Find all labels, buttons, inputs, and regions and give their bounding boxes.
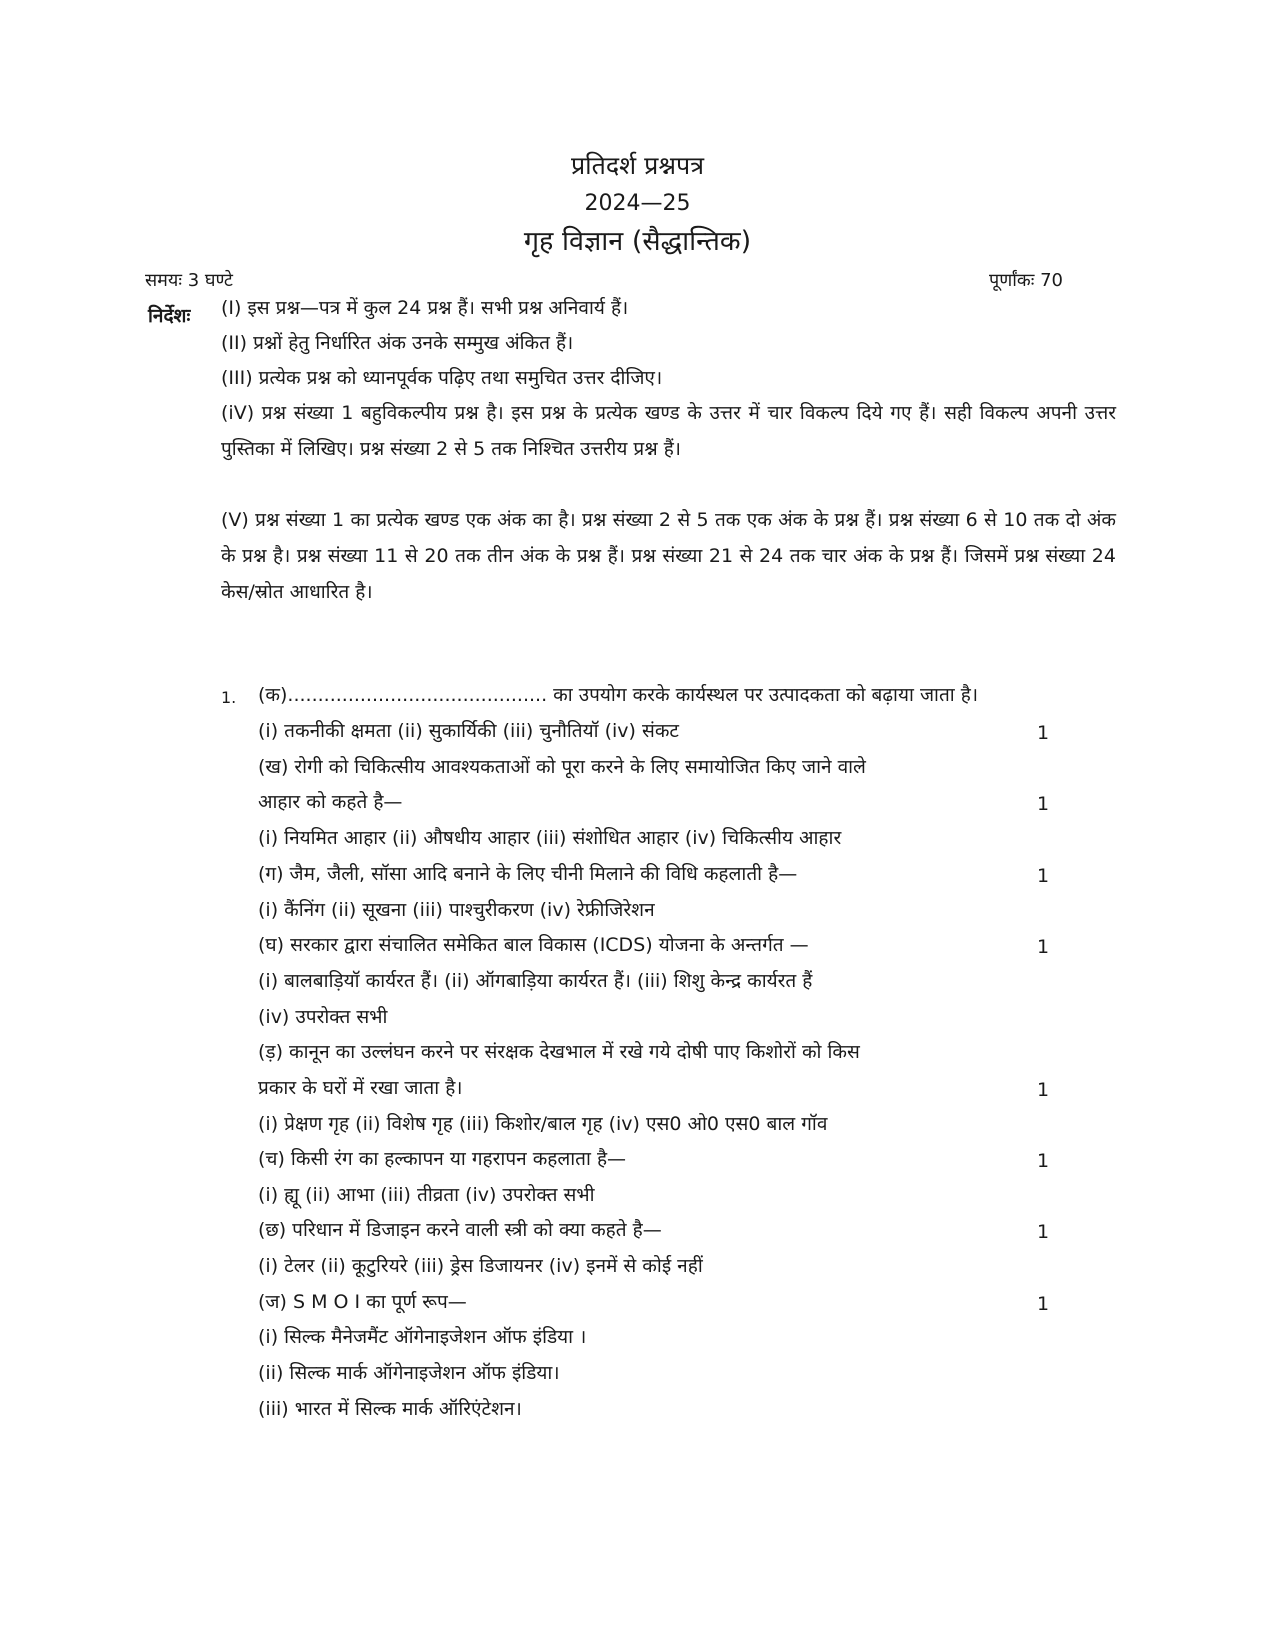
instructions-label: निर्देशः <box>148 305 191 327</box>
max-marks: पूर्णांकः 70 <box>989 270 1063 291</box>
time-allowed: समयः 3 घण्टे <box>145 270 233 291</box>
question-number: 1. <box>221 688 237 707</box>
paper-year: 2024—25 <box>584 191 691 216</box>
paper-subject: गृह विज्ञान (सैद्धान्तिक) <box>523 226 752 257</box>
q1-ga-options: (i) कैंनिंग (ii) सूखना (iii) पाश्चुरीकरण (iv) रेफ्रीजिरेशन <box>258 899 655 921</box>
q1-gha-mark: 1 <box>1037 936 1050 958</box>
q1-ja-option-3: (iii) भारत में सिल्क मार्क ऑरिएंटेशन। <box>258 1398 522 1420</box>
q1-ka-mark: 1 <box>1037 722 1050 744</box>
q1-ja-text: (ज) S M O I का पूर्ण रूप— <box>258 1291 467 1313</box>
q1-nga-mark: 1 <box>1037 1079 1050 1101</box>
q1-chha-text: (छ) परिधान में डिजाइन करने वाली स्त्री को क्या कहते है— <box>258 1219 662 1241</box>
q1-ga-text: (ग) जैम, जैली, सॉसा आदि बनाने के लिए चीनी मिलाने की विधि कहलाती है— <box>258 863 798 885</box>
q1-cha-options: (i) ह्यू (ii) आभा (iii) तीव्रता (iv) उपरोक्त सभी <box>258 1184 595 1206</box>
q1-gha-options-1: (i) बालबाड़ियॉ कार्यरत हैं। (ii) ऑगबाड़िया कार्यरत हैं। (iii) शिशु केन्द्र कार्यरत हैं <box>258 970 813 992</box>
q1-nga-text-1: (ड़) कानून का उल्लंघन करने पर संरक्षक देखभाल में रखे गये दोषी पाए किशोरों को किस <box>258 1041 860 1063</box>
instruction-4: (iV) प्रश्न संख्या 1 बहुविकल्पीय प्रश्न है। इस प्रश्न के प्रत्येक खण्ड के उत्तर में चार विकल्प दिये गए हैं। सही विकल्प अपनी उत्तर पुस्तिका में लिखिए। प्रश्न संख्या 2 से 5 तक निश्चित उत्तरीय प्रश्न हैं। <box>221 402 1116 460</box>
instruction-2: (II) प्रश्नों हेतु निर्धारित अंक उनके सम्मुख अंकित हैं। <box>221 332 574 354</box>
q1-kha-mark: 1 <box>1037 793 1050 815</box>
q1-ka-text: (क)........................................... का उपयोग करके कार्यस्थल पर उत्पादकता को बढ़ाया जाता है। <box>258 684 979 706</box>
q1-chha-mark: 1 <box>1037 1221 1050 1243</box>
q1-cha-text: (च) किसी रंग का हल्कापन या गहरापन कहलाता है— <box>258 1148 627 1170</box>
q1-kha-options: (i) नियमित आहार (ii) औषधीय आहार (iii) संशोधित आहार (iv) चिकित्सीय आहार <box>258 827 842 849</box>
instruction-3: (III) प्रत्येक प्रश्न को ध्यानपूर्वक पढ़िए तथा समुचित उत्तर दीजिए। <box>221 367 663 389</box>
q1-ja-option-2: (ii) सिल्क मार्क ऑगेनाइजेशन ऑफ इंडिया। <box>258 1362 560 1384</box>
q1-cha-mark: 1 <box>1037 1150 1050 1172</box>
q1-ja-option-1: (i) सिल्क मैनेजमैंट ऑगेनाइजेशन ऑफ इंडिया । <box>258 1326 587 1348</box>
instruction-5: (V) प्रश्न संख्या 1 का प्रत्येक खण्ड एक अंक का है। प्रश्न संख्या 2 से 5 तक एक अंक के प्रश्न हैं। प्रश्न संख्या 6 से 10 तक दो अंक के प्रश्न है। प्रश्न संख्या 11 से 20 तक तीन अंक के प्रश्न हैं। प्रश्न संख्या 21 से 24 तक चार अंक के प्रश्न हैं। जिसमें प्रश्न संख्या 24 केस/स्रोत आधारित है। <box>221 509 1116 603</box>
q1-kha-text-1: (ख) रोगी को चिकित्सीय आवश्यकताओं को पूरा करने के लिए समायोजित किए जाने वाले <box>258 756 866 778</box>
q1-ka-options: (i) तकनीकी क्षमता (ii) सुकार्यिकी (iii) चुनौतियॉ (iv) संकट <box>258 720 679 742</box>
q1-gha-text: (घ) सरकार द्वारा संचालित समेकित बाल विकास (ICDS) योजना के अन्तर्गत — <box>258 934 809 956</box>
q1-gha-options-2: (iv) उपरोक्त सभी <box>258 1006 388 1028</box>
q1-nga-text-2: प्रकार के घरों में रखा जाता है। <box>258 1077 463 1099</box>
q1-ga-mark: 1 <box>1037 865 1050 887</box>
q1-ja-mark: 1 <box>1037 1293 1050 1315</box>
instruction-1: (I) इस प्रश्न—पत्र में कुल 24 प्रश्न हैं। सभी प्रश्न अनिवार्य हैं। <box>221 297 629 319</box>
q1-nga-options: (i) प्रेक्षण गृह (ii) विशेष गृह (iii) किशोर/बाल गृह (iv) एस0 ओ0 एस0 बाल गॉव <box>258 1113 828 1135</box>
q1-kha-text-2: आहार को कहते है— <box>258 791 403 813</box>
paper-title: प्रतिदर्श प्रश्नपत्र <box>570 151 705 180</box>
q1-chha-options: (i) टेलर (ii) कूटुरियरे (iii) ड्रेस डिजायनर (iv) इनमें से कोई नहीं <box>258 1255 703 1277</box>
